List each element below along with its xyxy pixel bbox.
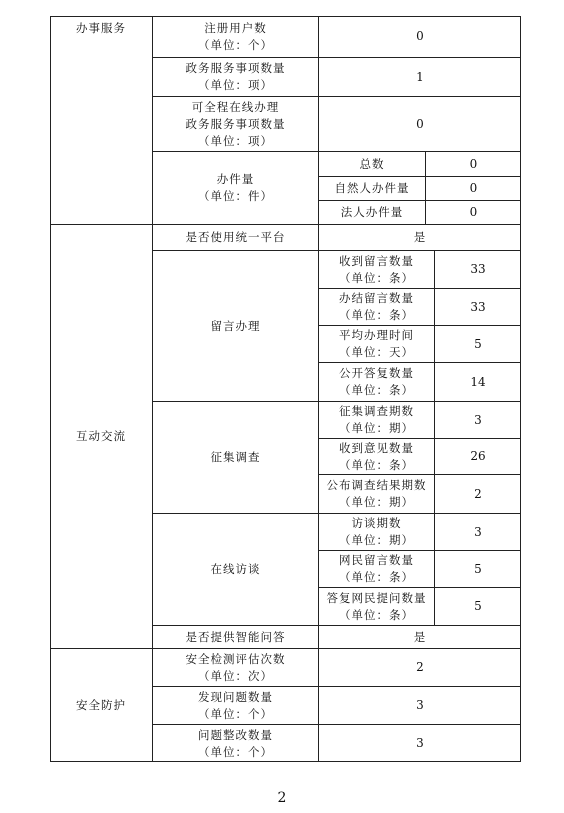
interaction-platform-value: 是 [413,230,427,244]
section-title-interaction-text: 互动交流 [76,429,126,443]
row-unit: （单位：个） [198,706,273,721]
row-label: 安全检测评估次数 [185,651,286,666]
row-label: 办件量 [216,172,255,186]
messages-item-value: 5 [474,336,482,351]
office-row-online-items [153,97,318,151]
volume-item-value: 0 [469,156,478,171]
group-label-messages: 留言办理 [210,318,261,333]
row-label: 问题整改数量 [198,727,273,742]
messages-item [319,289,434,325]
row-unit: （单位：个） [198,37,273,52]
row-label: 注册用户数 [204,20,267,35]
office-row-volume [153,152,318,224]
row-unit: （单位：件） [198,189,273,203]
messages-item-value: 14 [470,374,486,389]
security-row [153,725,318,762]
item-label: 公布调查结果期数 [326,478,427,492]
interview-item-value: 5 [474,599,482,613]
section-title-security-text: 安全防护 [76,698,126,712]
survey-item [319,439,434,474]
item-unit: （单位：条） [339,607,414,622]
survey-item-value: 3 [474,412,482,427]
interview-item-value: 5 [474,561,482,576]
office-row-registered-users [153,16,318,57]
item-unit: （单位：条） [339,308,414,322]
interview-item [319,588,434,625]
page-number: 2 [277,790,287,806]
group-label-interview: 在线访谈 [210,562,261,576]
item-unit: （单位：条） [339,570,414,584]
row-unit: （单位：个） [198,744,273,759]
row-unit: （单位：项） [198,78,273,92]
security-row-value: 3 [416,736,424,750]
section-title-interaction [50,225,152,648]
survey-item [319,475,434,513]
section-title-security [50,649,152,762]
statistics-table [50,16,521,762]
volume-item-label: 总数 [359,156,385,171]
item-unit: （单位：期） [339,495,414,509]
item-unit: （单位：期） [339,533,414,547]
security-row [153,649,318,686]
item-label: 平均办理时间 [339,328,414,342]
row-unit: （单位：项） [198,133,273,148]
interview-item-value: 3 [474,524,482,539]
item-label: 收到留言数量 [339,253,414,268]
row-label-line: 可全程在线办理 [191,99,280,114]
messages-item-value: 33 [470,262,486,276]
item-label: 答复网民提问数量 [326,590,427,605]
survey-item-value: 2 [474,486,482,501]
item-label: 网民留言数量 [339,553,414,567]
item-label: 收到意见数量 [339,440,414,455]
item-unit: （单位：期） [339,421,414,435]
interview-item [319,514,434,550]
security-row [153,687,318,724]
item-unit: （单位：条） [339,270,414,285]
item-unit: （单位：天） [339,345,414,359]
group-label-survey: 征集调查 [210,450,261,464]
item-unit: （单位：条） [339,383,414,397]
volume-item-value: 0 [469,181,478,195]
messages-item [319,363,434,401]
section-title-office [50,16,152,228]
row-label: 政务服务事项数量 [185,61,286,75]
volume-item-label: 自然人办件量 [334,181,410,195]
row-unit: （单位：次） [198,668,273,683]
item-label: 访谈期数 [351,516,402,530]
row-label-line: 政务服务事项数量 [185,116,286,131]
messages-item-value: 33 [470,299,486,314]
survey-item [319,402,434,438]
office-row-service-items [153,58,318,96]
office-value-registered-users: 0 [416,29,424,43]
interview-item [319,551,434,587]
row-label: 发现问题数量 [198,689,273,704]
interaction-platform-label: 是否使用统一平台 [185,230,286,244]
security-row-value: 3 [416,698,424,712]
interaction-smart-qa-value: 是 [413,629,427,644]
item-label: 公开答复数量 [339,366,414,380]
item-unit: （单位：条） [339,457,414,472]
security-row-value: 2 [416,660,424,674]
item-label: 办结留言数量 [339,291,414,305]
volume-item-value: 0 [469,205,478,219]
item-label: 征集调查期数 [339,404,414,418]
section-title-office-text: 办事服务 [76,21,126,35]
messages-item [319,326,434,362]
messages-item [319,251,434,288]
interaction-smart-qa-label: 是否提供智能问答 [185,629,286,644]
office-value-service-items: 1 [416,69,424,84]
volume-item-label: 法人办件量 [340,205,404,219]
office-value-online-items: 0 [416,116,424,131]
survey-item-value: 26 [470,449,486,463]
